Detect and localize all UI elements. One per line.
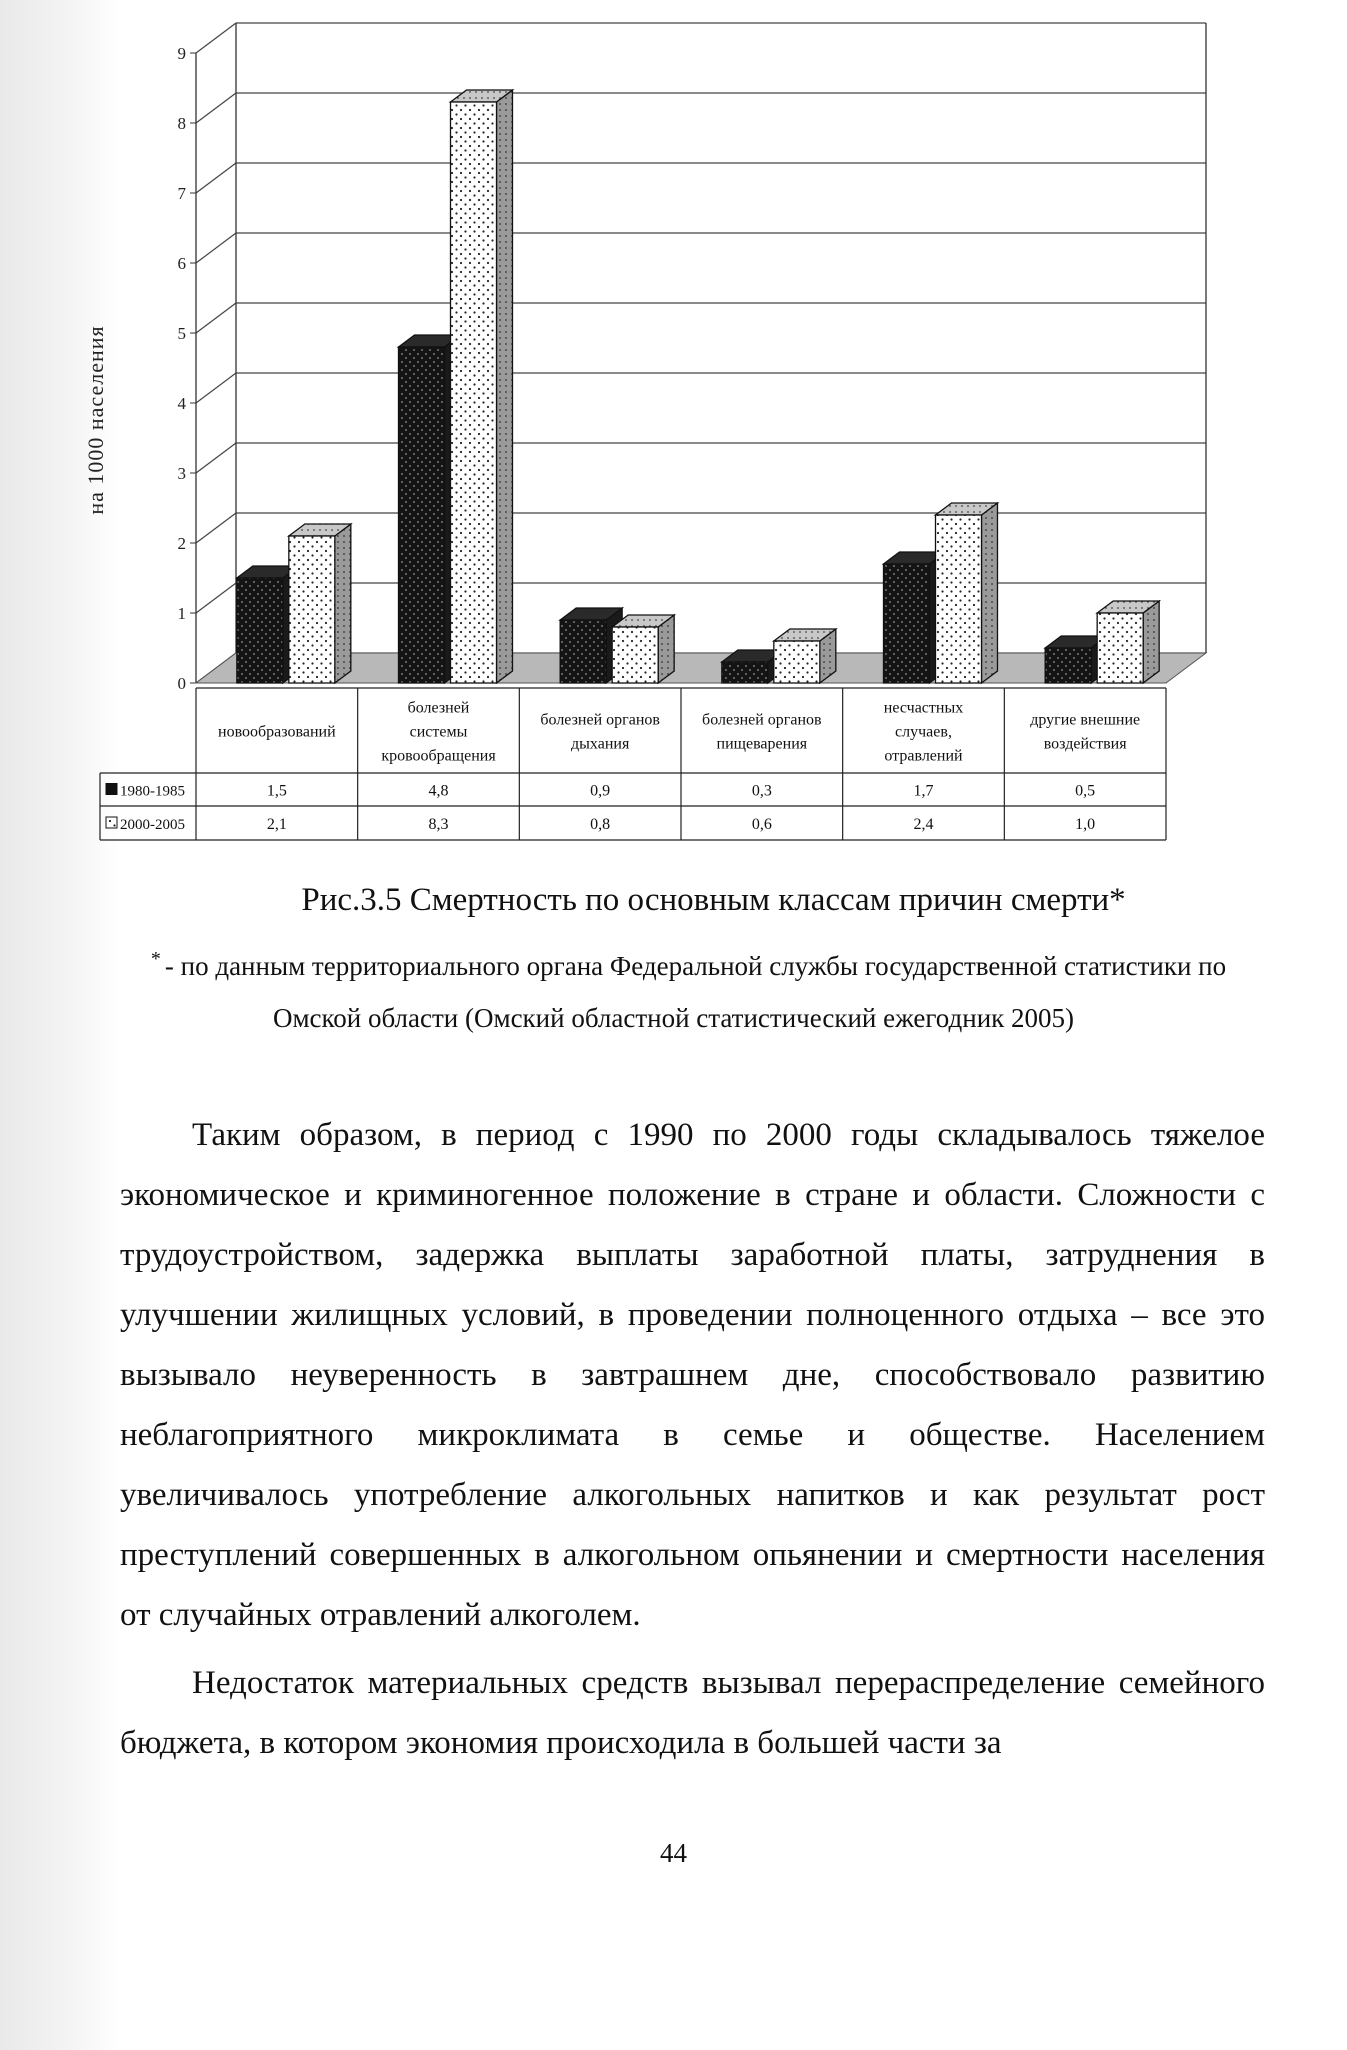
x-category-label: болезней органов <box>702 711 822 729</box>
bar-1980-1985 <box>560 620 606 683</box>
bar-2000-2005 <box>289 536 335 683</box>
x-category-label: воздействия <box>1043 735 1127 753</box>
footnote-text-1: - по данным территориального органа Федеральной службы государственной статистики по <box>164 951 1227 981</box>
x-category-label: дыхания <box>571 735 630 753</box>
bar-1980-1985 <box>1045 648 1091 683</box>
gridline-side <box>196 23 236 53</box>
data-label: 4,8 <box>428 782 449 800</box>
y-tick-label: 3 <box>177 464 186 483</box>
data-label: 8,3 <box>428 816 449 833</box>
legend-label-2000-2005: 2000-2005 <box>120 817 185 833</box>
bar-2000-2005-side <box>1143 601 1159 683</box>
paragraph: Недостаток материальных средств вызывал перераспределение семейного бюджета, в котором экономия происходила в большей части за <box>120 1665 1265 1761</box>
bar-2000-2005 <box>451 102 497 683</box>
x-category-label: отравлений <box>884 747 963 765</box>
x-category-label: болезней органов <box>540 711 660 729</box>
y-tick-label: 0 <box>177 674 186 693</box>
data-label: 0,6 <box>751 816 772 833</box>
bar-2000-2005-side <box>982 503 998 683</box>
y-tick-label: 1 <box>177 604 186 623</box>
bar-1980-1985 <box>722 662 768 683</box>
x-category-label: кровообращения <box>381 747 496 765</box>
figure-caption: Рис.3.5 Смертность по основным классам причин смерти* <box>301 882 1126 918</box>
data-label: 1,5 <box>266 782 287 800</box>
chart-svg <box>0 0 1347 860</box>
bar-2000-2005 <box>936 515 982 683</box>
y-tick-label: 4 <box>177 394 186 413</box>
legend-key-1980-1985 <box>106 784 117 795</box>
y-tick-label: 8 <box>177 114 186 133</box>
mortality-chart <box>0 0 1347 860</box>
gridline-side <box>196 513 236 543</box>
x-category-label: другие внешние <box>1030 711 1141 729</box>
y-tick-label: 2 <box>177 534 186 553</box>
x-category-label: случаев, <box>895 723 952 741</box>
data-label: 0,9 <box>590 782 611 800</box>
legend-label-1980-1985: 1980-1985 <box>120 783 185 800</box>
y-tick-label: 7 <box>177 184 186 203</box>
x-category-label: болезней <box>407 699 470 717</box>
data-label: 2,4 <box>913 816 934 833</box>
data-label: 2,1 <box>266 816 287 833</box>
y-tick-label: 5 <box>177 324 186 343</box>
y-tick-label: 6 <box>177 254 186 273</box>
x-category-label: пищеварения <box>716 735 808 753</box>
x-category-label: системы <box>409 723 468 741</box>
x-category-label: несчастных <box>883 699 964 717</box>
x-category-label: новообразований <box>218 723 336 741</box>
footnote-marker: * <box>150 948 161 970</box>
y-axis-label: на 1000 населения <box>83 325 108 515</box>
data-label: 0,3 <box>751 782 772 800</box>
data-label: 1,0 <box>1075 816 1096 833</box>
bar-2000-2005 <box>612 627 658 683</box>
footnote-line-1 <box>0 948 1347 982</box>
data-label: 0,8 <box>590 816 611 833</box>
gridline-side <box>196 583 236 613</box>
bar-2000-2005-side <box>497 90 513 683</box>
bar-1980-1985 <box>884 564 930 683</box>
bar-1980-1985 <box>399 347 445 683</box>
data-label: 0,5 <box>1075 782 1096 800</box>
data-label: 1,7 <box>913 782 934 800</box>
body-text <box>120 1105 1265 1773</box>
gridline-side <box>196 373 236 403</box>
gridline-side <box>196 443 236 473</box>
gridline-side <box>196 93 236 123</box>
bar-2000-2005 <box>774 641 820 683</box>
gridline-side <box>196 163 236 193</box>
paragraph: Таким образом, в период с 1990 по 2000 годы складывалось тяжелое экономическое и криминогенное положение в стране и области. Сложности с трудоустройством, задержка выплаты заработной платы, затруднения в улучшении жилищных условий, в проведении полноценного отдыха – все это вызывало неуверенность в завтрашнем дне, способствовало развитию неблагоприятного микроклимата в семье и обществе. Населением увеличивалось употребление алкогольных напитков и как результат рост преступлений совершенных в алкогольном опьянении и смертности населения от случайных отравлений алкоголем. <box>120 1117 1265 1633</box>
gridline-side <box>196 233 236 263</box>
footnote-line-2: Омской области (Омский областной статистический ежегодник 2005) <box>272 1003 1075 1033</box>
gridline-side <box>196 303 236 333</box>
y-tick-label: 9 <box>177 44 186 63</box>
legend-key-2000-2005 <box>106 817 117 828</box>
bar-2000-2005-side <box>335 524 351 683</box>
bar-2000-2005 <box>1097 613 1143 683</box>
bar-1980-1985 <box>237 578 283 683</box>
page-number: 44 <box>660 1838 687 1868</box>
